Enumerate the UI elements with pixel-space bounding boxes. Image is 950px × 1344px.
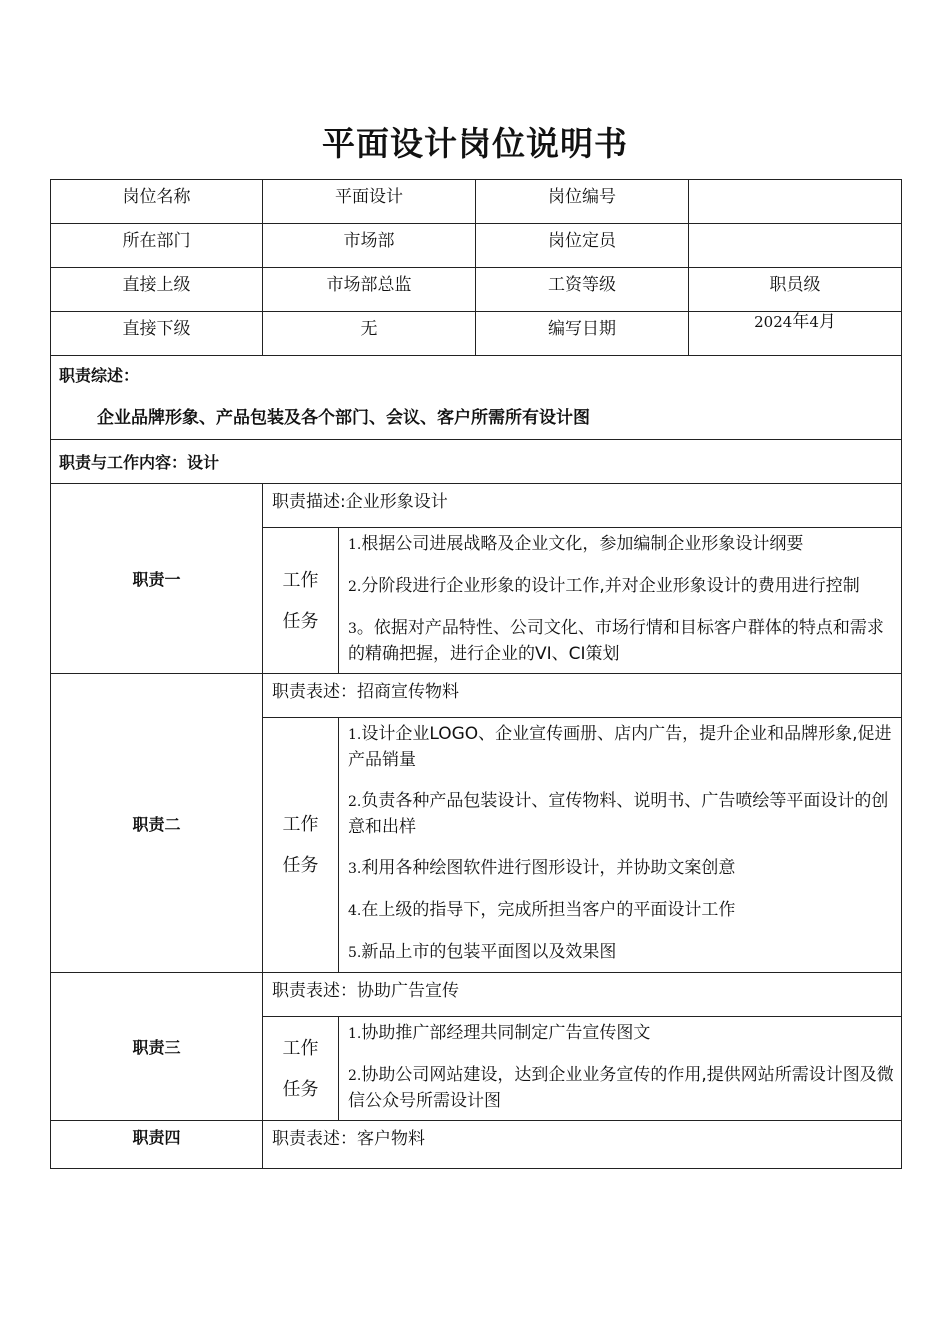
list-item: 1.根据公司进展战略及企业文化，参加编制企业形象设计纲要 (348, 534, 804, 554)
task-label: 工作 任务 (263, 718, 339, 973)
summary-row (51, 356, 902, 440)
summary-cell (51, 356, 902, 440)
value-cell: 市场部总监 (263, 268, 476, 312)
duty-1-items (339, 528, 902, 674)
duty-1-name: 职责一 (51, 484, 263, 674)
duty-2-desc: 职责表述：招商宣传物料 (263, 674, 902, 718)
job-description-table (50, 179, 902, 1169)
duty-3-items (339, 1017, 902, 1121)
list-item: 3。依据对产品特性、公司文化、市场行情和目标客户群体的特点和需求的精确把握，进行企业的VI、CI策划 (348, 618, 884, 664)
label-cell: 岗位定员 (476, 224, 689, 268)
content-label: 职责与工作内容：设计 (51, 440, 902, 484)
duty-1-desc: 职责描述:企业形象设计 (263, 484, 902, 528)
list-item: 3.利用各种绘图软件进行图形设计，并协助文案创意 (348, 858, 736, 878)
task-label: 工作 任务 (263, 1017, 339, 1121)
label-cell: 直接上级 (51, 268, 263, 312)
duty-3-name: 职责三 (51, 973, 263, 1121)
list-item: 2.负责各种产品包装设计、宣传物料、说明书、广告喷绘等平面设计的创意和出样 (348, 791, 889, 837)
list-item: 2.协助公司网站建设，达到企业业务宣传的作用,提供网站所需设计图及微信公众号所需设计图 (348, 1065, 894, 1111)
duty-4-desc: 职责表述：客户物料 (263, 1121, 902, 1169)
list-item: 5.新品上市的包装平面图以及效果图 (348, 942, 617, 962)
label-cell: 岗位编号 (476, 180, 689, 224)
duty-4-row (51, 1121, 902, 1169)
label-cell: 岗位名称 (51, 180, 263, 224)
duty-2-desc-row (51, 674, 902, 718)
value-cell (689, 180, 902, 224)
header-row-4 (51, 312, 902, 356)
label-cell: 所在部门 (51, 224, 263, 268)
duty-2-items (339, 718, 902, 973)
task-label: 工作 任务 (263, 528, 339, 674)
date-cell: 2024年4月 (689, 312, 902, 356)
duty-4-name: 职责四 (51, 1121, 263, 1169)
label-cell: 直接下级 (51, 312, 263, 356)
duty-3-desc-row (51, 973, 902, 1017)
duty-1-desc-row (51, 484, 902, 528)
value-cell: 职员级 (689, 268, 902, 312)
content-row (51, 440, 902, 484)
list-item: 4.在上级的指导下，完成所担当客户的平面设计工作 (348, 900, 736, 920)
value-cell (689, 224, 902, 268)
duty-3-desc: 职责表述：协助广告宣传 (263, 973, 902, 1017)
page-title: 平面设计岗位说明书 (322, 124, 628, 163)
list-item: 1.协助推广部经理共同制定广告宣传图文 (348, 1023, 651, 1043)
label-cell: 编写日期 (476, 312, 689, 356)
label-cell: 工资等级 (476, 268, 689, 312)
value-cell: 无 (263, 312, 476, 356)
value-cell: 市场部 (263, 224, 476, 268)
value-cell: 平面设计 (263, 180, 476, 224)
header-row-1 (51, 180, 902, 224)
summary-text: 企业品牌形象、产品包装及各个部门、会议、客户所需所有设计图 (97, 408, 590, 428)
duty-2-name: 职责二 (51, 674, 263, 973)
summary-label: 职责综述： (59, 366, 140, 385)
list-item: 1.设计企业LOGO、企业宣传画册、店内广告，提升企业和品牌形象,促进产品销量 (348, 724, 892, 770)
list-item: 2.分阶段进行企业形象的设计工作,并对企业形象设计的费用进行控制 (348, 576, 860, 596)
header-row-3 (51, 268, 902, 312)
header-row-2 (51, 224, 902, 268)
